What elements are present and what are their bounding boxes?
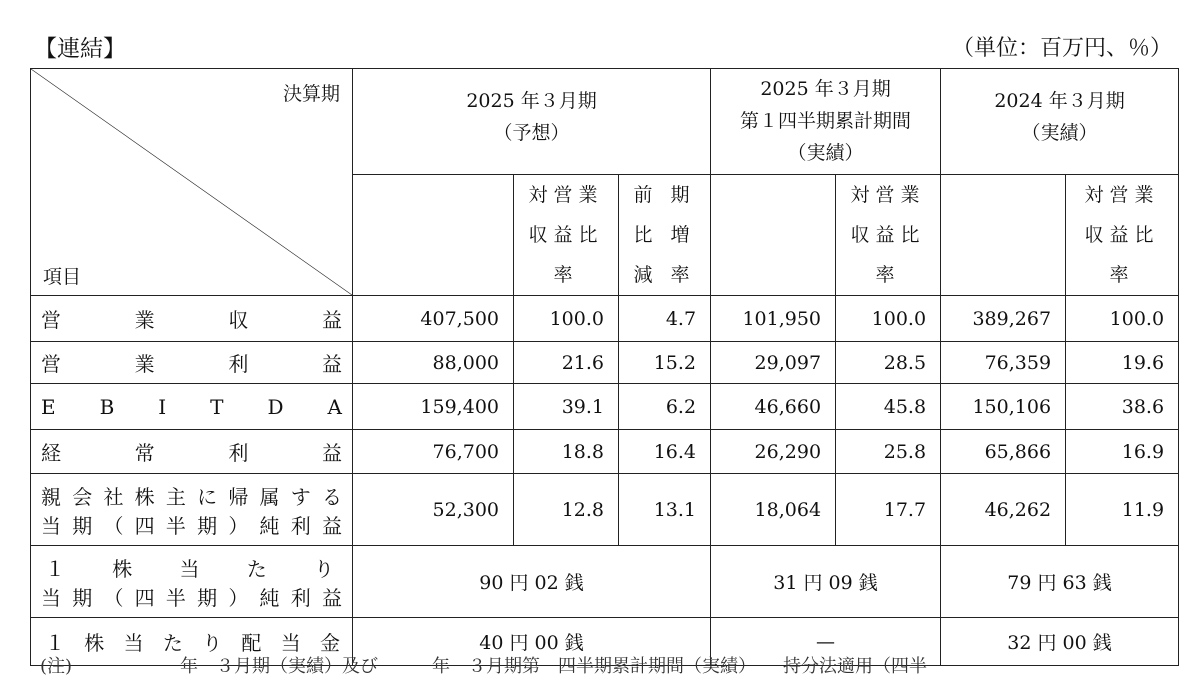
row-label: １ 株 当 た り 配 当 金 [31, 618, 353, 666]
table-row [31, 474, 1179, 546]
header-diagonal-cell [31, 69, 353, 296]
period-header-forecast: 2025 年３月期 （予想） [353, 69, 711, 175]
table-cell: 79 円 63 銭 [941, 546, 1179, 618]
row-label: １ 株 当 た り 当 期 （ 四 半 期 ） 純 利 益 [31, 546, 353, 618]
table-cell: 16.9 [1066, 430, 1179, 474]
table-row [31, 384, 1179, 430]
table-cell: 11.9 [1066, 474, 1179, 546]
blank-sub [353, 175, 514, 296]
sub-header-ratio: 対営業 収益比 率 [514, 175, 619, 296]
sub-header-ratio: 対営業 収益比 率 [836, 175, 941, 296]
table-cell: 100.0 [514, 296, 619, 342]
table-cell: 52,300 [353, 474, 514, 546]
financial-table [30, 68, 1179, 666]
table-row-eps [31, 546, 1179, 618]
table-row [31, 430, 1179, 474]
table-cell: 100.0 [836, 296, 941, 342]
table-cell: 18.8 [514, 430, 619, 474]
footnote: (注) 年 ３月期（実績）及び 年 ３月期第 四半期累計期間（実績） 持分法適用（四半 [40, 656, 928, 677]
table-cell: 101,950 [711, 296, 836, 342]
period-header-q1: 2025 年３月期 第１四半期累計期間 （実績） [711, 69, 941, 175]
table-cell: 407,500 [353, 296, 514, 342]
unit-note: （単位：百万円、％） [951, 36, 1172, 61]
table-cell: 31 円 09 銭 [711, 546, 941, 618]
table-cell: 26,290 [711, 430, 836, 474]
table-cell: 45.8 [836, 384, 941, 430]
table-cell: 16.4 [619, 430, 711, 474]
header-koumoku: 項目 [43, 266, 82, 288]
sub-header-ratio: 対営業 収益比 率 [1066, 175, 1179, 296]
table-cell: 13.1 [619, 474, 711, 546]
table-cell: 17.7 [836, 474, 941, 546]
table-row [31, 342, 1179, 384]
row-label: 営 業 利 益 [31, 342, 353, 384]
table-cell: 40 円 00 銭 [353, 618, 711, 666]
blank-sub [711, 175, 836, 296]
table-cell: 28.5 [836, 342, 941, 384]
row-label: E B I T D A [31, 384, 353, 430]
row-label: 経 常 利 益 [31, 430, 353, 474]
table-cell: 19.6 [1066, 342, 1179, 384]
sub-header-change: 前 期 比 増 減 率 [619, 175, 711, 296]
table-cell: 46,262 [941, 474, 1066, 546]
table-cell: 12.8 [514, 474, 619, 546]
table-cell: 25.8 [836, 430, 941, 474]
table-cell: 29,097 [711, 342, 836, 384]
blank-sub [941, 175, 1066, 296]
header-kessanki: 決算期 [282, 83, 340, 105]
row-label: 営 業 収 益 [31, 296, 353, 342]
table-cell: 4.7 [619, 296, 711, 342]
table-cell: 39.1 [514, 384, 619, 430]
table-cell: 38.6 [1066, 384, 1179, 430]
table-cell: 150,106 [941, 384, 1066, 430]
period-header-prior: 2024 年３月期 （実績） [941, 69, 1179, 175]
table-cell: 21.6 [514, 342, 619, 384]
table-row [31, 296, 1179, 342]
section-title: 【連結】 [34, 36, 126, 62]
table-cell: 90 円 02 銭 [353, 546, 711, 618]
table-cell: 46,660 [711, 384, 836, 430]
table-cell: 65,866 [941, 430, 1066, 474]
table-cell: 389,267 [941, 296, 1066, 342]
table-cell: 159,400 [353, 384, 514, 430]
table-cell: — [711, 618, 941, 666]
row-label: 親 会 社 株 主 に 帰 属 す る 当 期 （ 四 半 期 ） 純 利 益 [31, 474, 353, 546]
table-cell: 32 円 00 銭 [941, 618, 1179, 666]
table-cell: 76,359 [941, 342, 1066, 384]
table-cell: 15.2 [619, 342, 711, 384]
table-cell: 18,064 [711, 474, 836, 546]
table-cell: 76,700 [353, 430, 514, 474]
table-cell: 100.0 [1066, 296, 1179, 342]
table-cell: 6.2 [619, 384, 711, 430]
table-cell: 88,000 [353, 342, 514, 384]
